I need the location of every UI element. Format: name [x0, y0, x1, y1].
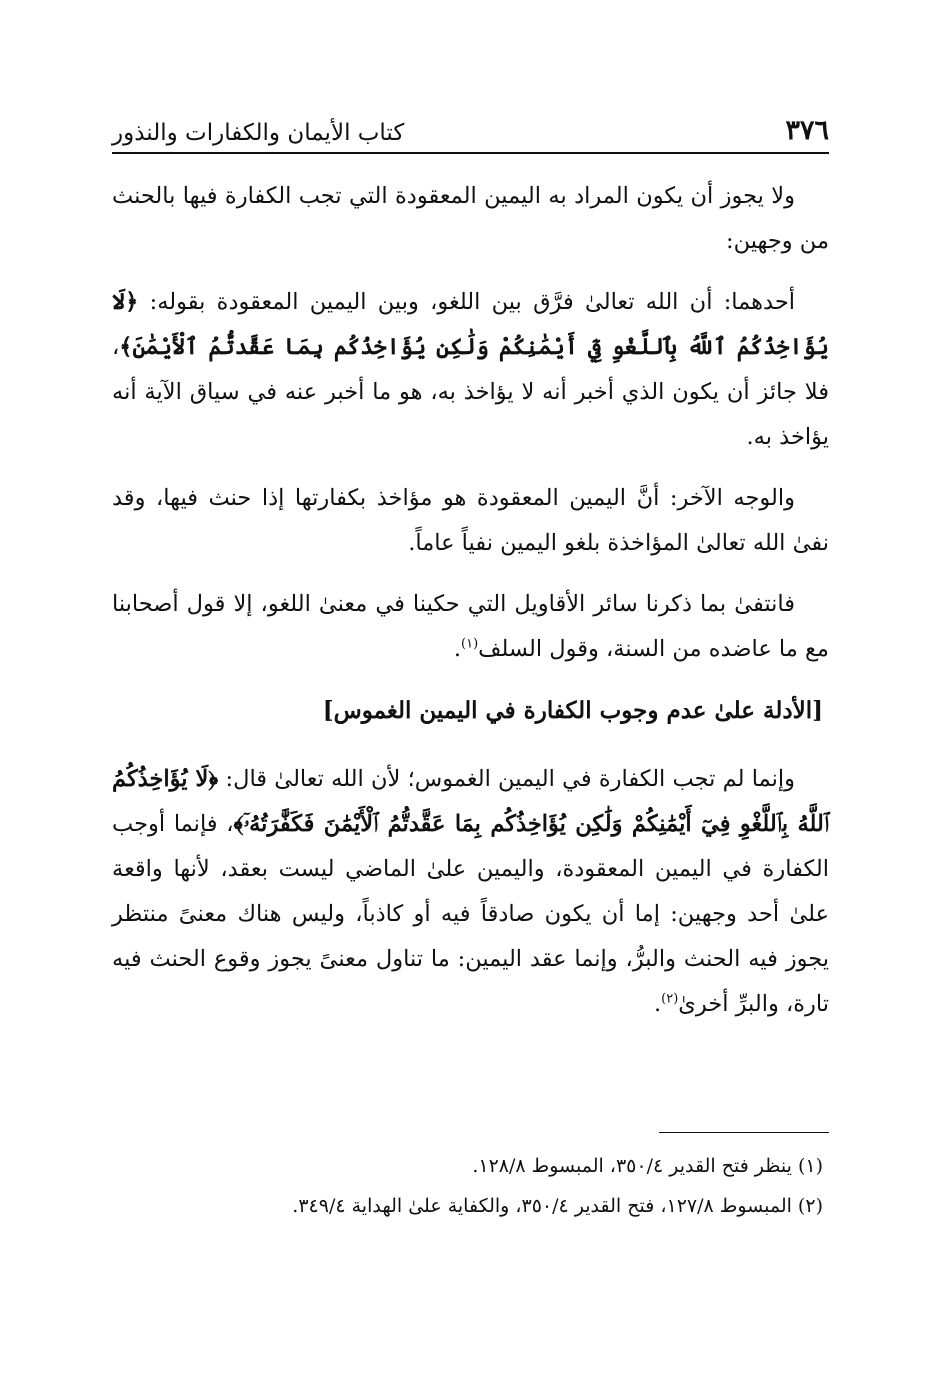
paragraph-4: فانتفىٰ بما ذكرنا سائر الأقاويل التي حكينا في معنىٰ اللغو، إلا قول أصحابنا مع ما عاضده من السنة، وقول السلف$^{(١)}$. [112, 591, 829, 662]
footnote-divider [659, 1132, 829, 1133]
page-header [112, 108, 829, 154]
footnote-ref-2[interactable]: (٢) [661, 991, 679, 1007]
footnote-1: (١) ينظر فتح القدير ٣٥٠/٤، المبسوط ١٢٨/٨. [472, 1155, 823, 1177]
paragraph-1: ولا يجوز أن يكون المراد به اليمين المعقودة التي تجب الكفارة فيها بالحنث من وجهين: [112, 183, 829, 254]
quran-verse: ﴿لَا يُؤَاخِذُكُمُ ٱللَّهُ بِٱللَّغْوِ فِيٓ أَيْمَٰنِكُمْ وَلَٰكِن يُؤَاخِذُكُم بِمَا عَقَّدتُّمُ ٱلْأَيْمَٰنَ﴾ [112, 289, 829, 360]
footnote-2: (٢) المبسوط ١٢٧/٨، فتح القدير ٣٥٠/٤، والكفاية علىٰ الهداية ٣٤٩/٤. [292, 1195, 823, 1217]
footnote-ref-1[interactable]: (١) [461, 636, 479, 652]
page-number: ٣٧٦ [785, 115, 829, 146]
section-heading: [الأدلة علىٰ عدم وجوب الكفارة في اليمين الغموس] [322, 697, 823, 724]
footnotes [112, 1146, 829, 1226]
paragraph-5: وإنما لم تجب الكفارة في اليمين الغموس؛ لأن الله تعالىٰ قال: ﴿لَا يُؤَاخِذُكُمُ ٱللَّهُ بِٱللَّغْوِ فِيٓ أَيْمَٰنِكُمْ وَلَٰكِن يُؤَاخِذُكُم بِمَا عَقَّدتُّمُ ٱلْأَيْمَٰنَ فَكَفَّٰرَتُهُۥٓ﴾، فإنما أوجب الكفارة في اليمين المعقودة، واليمين علىٰ الماضي ليست بعقد، لأنها واقعة علىٰ أحد وجهين: إما أن يكون صادقاً فيه أو كاذباً، وليس هناك معنىً منتظر يجوز فيه الحنث والبرُّ، وإنما عقد اليمين: ما تناول معنىً يجوز وقوع الحنث فيه تارة، والبرِّ أخرىٰ$^{(٢)}$. [112, 766, 830, 1017]
paragraph-2: أحدهما: أن الله تعالىٰ فرَّق بين اللغو، وبين اليمين المعقودة بقوله: ﴿لَا يُؤَاخِذُكُمُ ٱللَّهُ بِٱللَّغْوِ فِيٓ أَيْمَٰنِكُمْ وَلَٰكِن يُؤَاخِذُكُم بِمَا عَقَّدتُّمُ ٱلْأَيْمَٰنَ﴾، فلا جائز أن يكون الذي أخبر أنه لا يؤاخذ به، هو ما أخبر عنه في سياق الآية أنه يؤاخذ به. [112, 289, 829, 450]
quran-verse: ﴿لَا يُؤَاخِذُكُمُ ٱللَّهُ بِٱللَّغْوِ فِيٓ أَيْمَٰنِكُمْ وَلَٰكِن يُؤَاخِذُكُم بِمَا عَقَّدتُّمُ ٱلْأَيْمَٰنَ فَكَفَّٰرَتُهُۥٓ﴾ [112, 766, 830, 837]
paragraph-3: والوجه الآخر: أنَّ اليمين المعقودة هو مؤاخذ بكفارتها إذا حنث فيها، وقد نفىٰ الله تعالىٰ المؤاخذة بلغو اليمين نفياً عاماً. [112, 485, 829, 556]
running-title: كتاب الأيمان والكفارات والنذور [112, 120, 405, 146]
main-text [112, 174, 829, 1043]
